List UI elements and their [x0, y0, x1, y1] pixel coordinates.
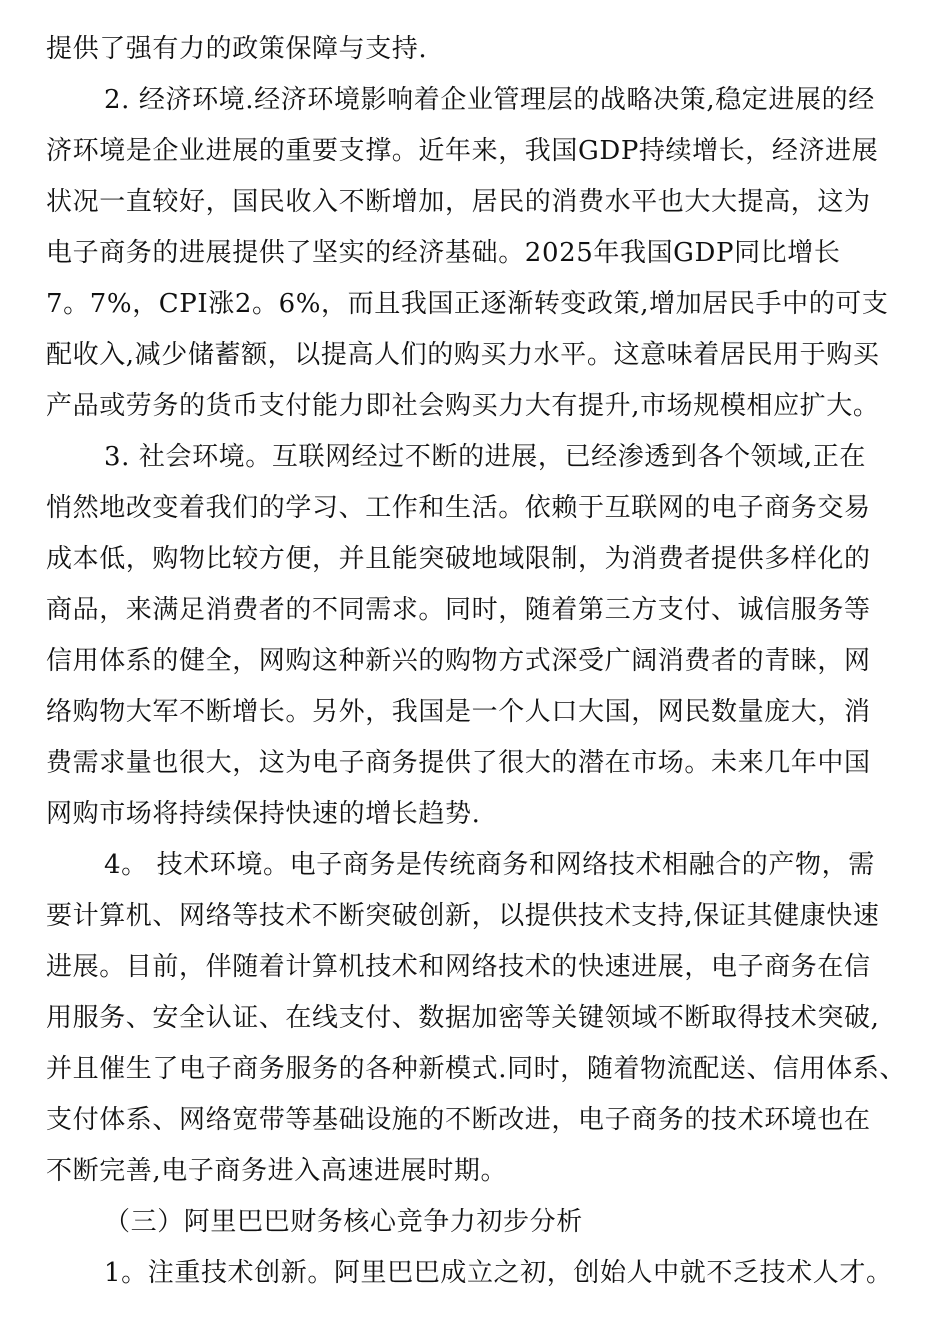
text-line: 济环境是企业进展的重要支撑。近年来，我国GDP持续增长，经济进展 [46, 136, 879, 166]
text-line: 信用体系的健全，网购这种新兴的购物方式深受广阔消费者的青睐，网 [46, 646, 871, 676]
text-line: 络购物大军不断增长。另外，我国是一个人口大国，网民数量庞大，消 [46, 697, 871, 727]
paragraph-tech-innovation: 1。注重技术创新。阿里巴巴成立之初，创始人中就不乏技术人才。 [104, 1258, 893, 1288]
section-heading: （三）阿里巴巴财务核心竞争力初步分析 [104, 1207, 583, 1237]
text-line: 不断完善,电子商务进入高速进展时期。 [46, 1156, 508, 1186]
text-line: 电子商务的进展提供了坚实的经济基础。2025年我国GDP同比增长 [46, 238, 841, 268]
text-line: 状况一直较好，国民收入不断增加，居民的消费水平也大大提高，这为 [46, 187, 871, 217]
text-line: 7。7%，CPI涨2。6%，而且我国正逐渐转变政策,增加居民手中的可支 [46, 289, 889, 319]
text-line: 要计算机、网络等技术不断突破创新，以提供技术支持,保证其健康快速 [46, 901, 880, 931]
text-line: 商品，来满足消费者的不同需求。同时，随着第三方支付、诚信服务等 [46, 595, 871, 625]
paragraph-technical-environment: 4。 技术环境。电子商务是传统商务和网络技术相融合的产物，需 [104, 850, 875, 880]
text-line: 并且催生了电子商务服务的各种新模式.同时，随着物流配送、信用体系、 [46, 1054, 907, 1084]
text-line: 网购市场将持续保持快速的增长趋势. [46, 799, 481, 829]
paragraph-social-environment: 3. 社会环境。互联网经过不断的进展，已经渗透到各个领域,正在 [104, 442, 866, 472]
text-line: 成本低，购物比较方便，并且能突破地域限制，为消费者提供多样化的 [46, 544, 871, 574]
text-line: 悄然地改变着我们的学习、工作和生活。依赖于互联网的电子商务交易 [46, 493, 871, 523]
text-line: 产品或劳务的货币支付能力即社会购买力大有提升,市场规模相应扩大。 [46, 391, 880, 421]
text-line: 支付体系、网络宽带等基础设施的不断改进，电子商务的技术环境也在 [46, 1105, 871, 1135]
text-line: 进展。目前，伴随着计算机技术和网络技术的快速进展，电子商务在信 [46, 952, 871, 982]
text-line: 配收入,减少储蓄额，以提高人们的购买力水平。这意味着居民用于购买 [46, 340, 880, 370]
text-line: 提供了强有力的政策保障与支持. [46, 34, 428, 64]
paragraph-economic-environment: 2. 经济环境.经济环境影响着企业管理层的战略决策,稳定进展的经 [104, 85, 875, 115]
text-line: 用服务、安全认证、在线支付、数据加密等关键领域不断取得技术突破, [46, 1003, 880, 1033]
text-line: 费需求量也很大，这为电子商务提供了很大的潜在市场。未来几年中国 [46, 748, 871, 778]
